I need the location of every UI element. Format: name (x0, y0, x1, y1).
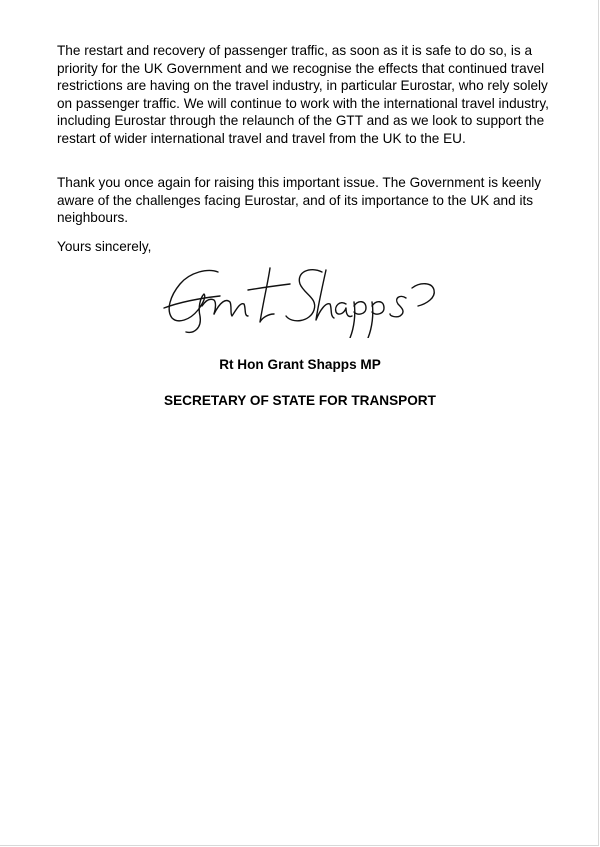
signatory-title: SECRETARY OF STATE FOR TRANSPORT (164, 393, 436, 408)
handwritten-signature (150, 258, 450, 338)
body-paragraph-1: The restart and recovery of passenger traffic, as soon as it is safe to do so, is a priority for the UK Government and we recognise the effects that continued travel restrictions are having on the travel industry, in particular Eurostar, who rely solely on passenger traffic. We will continue to work with the international travel industry, including Eurostar through the relaunch of the GTT and as we look to support the restart of wider international travel and travel from the UK to the EU. (57, 43, 549, 146)
body-paragraph-2: Thank you once again for raising this important issue. The Government is keenly aware of the challenges facing Eurostar, and of its importance to the UK and its neighbours. (57, 175, 542, 226)
signatory-name: Rt Hon Grant Shapps MP (219, 357, 381, 372)
closing-salutation: Yours sincerely, (57, 239, 152, 254)
